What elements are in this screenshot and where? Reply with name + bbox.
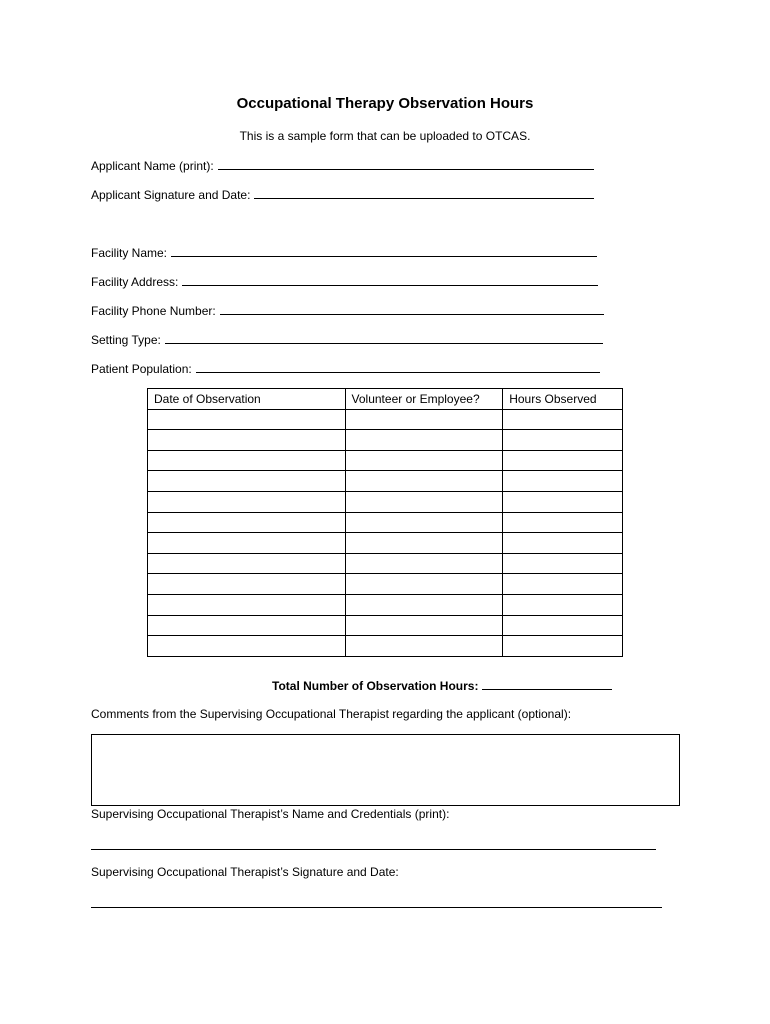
- hours-observed-cell[interactable]: [503, 450, 623, 471]
- hours-observed-cell[interactable]: [503, 636, 623, 657]
- patient-population-label: Patient Population:: [91, 362, 192, 376]
- patient-population-row: [91, 361, 600, 376]
- observation-table-body: [148, 409, 623, 656]
- comments-label: Comments from the Supervising Occupational Therapist regarding the applicant (optional):: [91, 707, 572, 721]
- table-row: [148, 409, 623, 430]
- date-of-observation-cell[interactable]: [148, 594, 346, 615]
- hours-observed-cell[interactable]: [503, 574, 623, 595]
- table-row: [148, 615, 623, 636]
- applicant-name-field[interactable]: [218, 158, 594, 170]
- facility-address-row: [91, 274, 598, 289]
- applicant-signature-label: Applicant Signature and Date:: [91, 188, 251, 202]
- hours-observed-cell[interactable]: [503, 430, 623, 451]
- facility-address-label: Facility Address:: [91, 275, 179, 289]
- supervisor-name-field[interactable]: [91, 849, 656, 850]
- date-of-observation-cell[interactable]: [148, 491, 346, 512]
- volunteer-or-employee-cell[interactable]: [345, 471, 503, 492]
- facility-phone-label: Facility Phone Number:: [91, 304, 216, 318]
- total-hours-field[interactable]: [482, 678, 612, 690]
- volunteer-or-employee-cell[interactable]: [345, 409, 503, 430]
- page-title: Occupational Therapy Observation Hours: [236, 95, 534, 112]
- hours-observed-cell[interactable]: [503, 491, 623, 512]
- total-hours-row: [272, 678, 612, 693]
- volunteer-or-employee-cell[interactable]: [345, 594, 503, 615]
- hours-observed-cell[interactable]: [503, 615, 623, 636]
- page-subtitle: This is a sample form that can be uploaded to OTCAS.: [239, 129, 531, 143]
- volunteer-or-employee-cell[interactable]: [345, 430, 503, 451]
- supervisor-signature-field[interactable]: [91, 907, 662, 908]
- volunteer-or-employee-cell[interactable]: [345, 553, 503, 574]
- facility-name-field[interactable]: [171, 245, 597, 257]
- date-of-observation-cell[interactable]: [148, 409, 346, 430]
- date-of-observation-cell[interactable]: [148, 471, 346, 492]
- volunteer-or-employee-cell[interactable]: [345, 615, 503, 636]
- table-row: [148, 491, 623, 512]
- table-row: [148, 471, 623, 492]
- volunteer-or-employee-cell[interactable]: [345, 450, 503, 471]
- hours-observed-cell[interactable]: [503, 512, 623, 533]
- supervisor-signature-label: Supervising Occupational Therapist’s Signature and Date:: [91, 865, 399, 879]
- volunteer-or-employee-cell[interactable]: [345, 636, 503, 657]
- table-row: [148, 574, 623, 595]
- date-of-observation-cell[interactable]: [148, 553, 346, 574]
- date-of-observation-cell[interactable]: [148, 615, 346, 636]
- hours-observed-cell[interactable]: [503, 471, 623, 492]
- table-row: [148, 553, 623, 574]
- facility-name-label: Facility Name:: [91, 246, 168, 260]
- applicant-name-label: Applicant Name (print):: [91, 159, 214, 173]
- hours-observed-cell[interactable]: [503, 533, 623, 554]
- table-row: [148, 450, 623, 471]
- table-row: [148, 636, 623, 657]
- volunteer-or-employee-cell[interactable]: [345, 512, 503, 533]
- patient-population-field[interactable]: [196, 361, 600, 373]
- supervisor-name-label: Supervising Occupational Therapist’s Name and Credentials (print):: [91, 807, 450, 821]
- facility-phone-field[interactable]: [220, 303, 604, 315]
- total-hours-label: Total Number of Observation Hours:: [272, 679, 479, 693]
- table-header-row: [148, 389, 623, 410]
- date-of-observation-cell[interactable]: [148, 450, 346, 471]
- date-of-observation-cell[interactable]: [148, 512, 346, 533]
- comments-box[interactable]: [91, 734, 680, 806]
- date-of-observation-cell[interactable]: [148, 533, 346, 554]
- date-of-observation-cell[interactable]: [148, 430, 346, 451]
- hours-observed-cell[interactable]: [503, 409, 623, 430]
- hours-observed-cell[interactable]: [503, 594, 623, 615]
- applicant-name-row: [91, 158, 594, 173]
- observation-table: [147, 388, 623, 657]
- table-row: [148, 594, 623, 615]
- setting-type-label: Setting Type:: [91, 333, 161, 347]
- applicant-signature-field[interactable]: [254, 187, 594, 199]
- facility-name-row: [91, 245, 597, 260]
- date-of-observation-cell[interactable]: [148, 636, 346, 657]
- date-of-observation-cell[interactable]: [148, 574, 346, 595]
- volunteer-or-employee-cell[interactable]: [345, 533, 503, 554]
- header-date-of-observation: Date of Observation: [148, 389, 346, 410]
- header-volunteer-or-employee: Volunteer or Employee?: [345, 389, 503, 410]
- setting-type-row: [91, 332, 603, 347]
- table-row: [148, 533, 623, 554]
- table-row: [148, 512, 623, 533]
- volunteer-or-employee-cell[interactable]: [345, 574, 503, 595]
- table-row: [148, 430, 623, 451]
- hours-observed-cell[interactable]: [503, 553, 623, 574]
- volunteer-or-employee-cell[interactable]: [345, 491, 503, 512]
- setting-type-field[interactable]: [165, 332, 603, 344]
- facility-address-field[interactable]: [182, 274, 598, 286]
- applicant-signature-row: [91, 187, 594, 202]
- facility-phone-row: [91, 303, 604, 318]
- header-hours-observed: Hours Observed: [503, 389, 623, 410]
